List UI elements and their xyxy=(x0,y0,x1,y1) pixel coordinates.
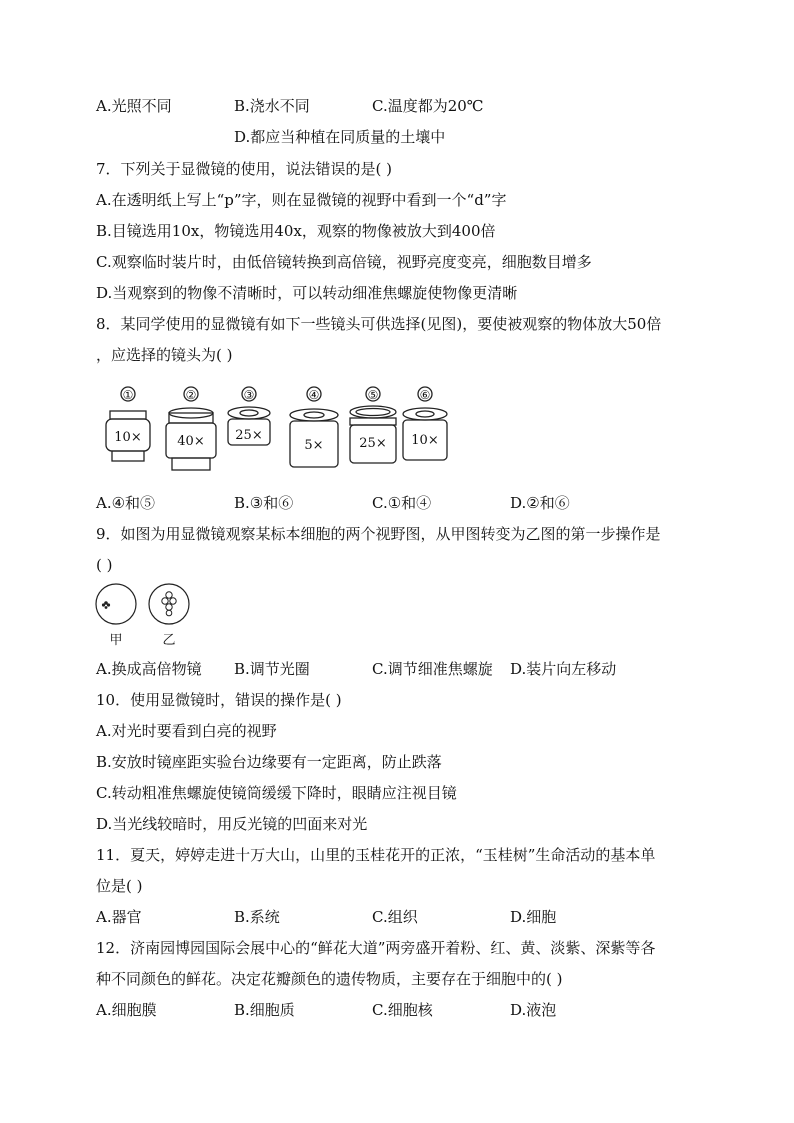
lens-5-number: ⑤ xyxy=(367,388,379,402)
q6-option-a: A.光照不同 xyxy=(96,97,172,115)
q12-option-b: B.细胞质 xyxy=(234,1001,295,1019)
q9-stem-line2: ( ) xyxy=(96,556,113,574)
q7-option-c: C.观察临时装片时，由低倍镜转换到高倍镜，视野亮度变亮，细胞数目增多 xyxy=(96,253,592,271)
q10-option-a: A.对光时要看到白亮的视野 xyxy=(96,722,277,740)
q7-option-a: A.在透明纸上写上“p”字，则在显微镜的视野中看到一个“d”字 xyxy=(96,191,507,209)
lens-3-mag: 25× xyxy=(235,428,263,443)
label-yi: 乙 xyxy=(162,633,176,648)
q10-option-c: C.转动粗准焦螺旋使镜筒缓缓下降时，眼睛应注视目镜 xyxy=(96,784,457,802)
q11-option-a: A.器官 xyxy=(96,908,142,926)
q11-option-d: D.细胞 xyxy=(510,908,557,926)
lens-3-number: ③ xyxy=(243,388,255,402)
field-jia xyxy=(96,584,136,624)
q6-option-b: B.浇水不同 xyxy=(234,97,310,115)
q9-option-a: A.换成高倍物镜 xyxy=(96,660,202,678)
q9-option-d: D.装片向左移动 xyxy=(510,660,617,678)
lens-6-number: ⑥ xyxy=(419,388,431,402)
q6-option-c: C.温度都为20℃ xyxy=(372,97,484,115)
q7-option-d: D.当观察到的物像不清晰时，可以转动细准焦螺旋使物像更清晰 xyxy=(96,284,518,302)
q12-stem-line1: 12．济南园博园国际会展中心的“鲜花大道”两旁盛开着粉、红、黄、淡紫、深紫等各 xyxy=(96,939,656,957)
q7-stem: 7．下列关于显微镜的使用，说法错误的是( ) xyxy=(96,160,393,178)
lens-4-mag: 5× xyxy=(304,438,324,453)
q12-stem-line2: 种不同颜色的鲜花。决定花瓣颜色的遗传物质，主要存在于细胞中的( ) xyxy=(96,970,563,988)
lens-1-mag: 10× xyxy=(114,430,142,445)
q12-option-c: C.细胞核 xyxy=(372,1001,433,1019)
lens-figure xyxy=(100,383,470,483)
q8-option-a: A.④和⑤ xyxy=(96,494,156,512)
q12-option-d: D.液泡 xyxy=(510,1001,557,1019)
q9-option-c: C.调节细准焦螺旋 xyxy=(372,660,493,678)
q11-stem-line2: 位是( ) xyxy=(96,877,143,895)
q11-stem-line1: 11．夏天，婷婷走进十万大山，山里的玉桂花开的正浓，“玉桂树”生命活动的基本单 xyxy=(96,846,656,864)
q10-option-b: B.安放时镜座距实验台边缘要有一定距离，防止跌落 xyxy=(96,753,442,771)
q9-stem-line1: 9．如图为用显微镜观察某标本细胞的两个视野图，从甲图转变为乙图的第一步操作是 xyxy=(96,525,661,543)
q8-stem-line1: 8．某同学使用的显微镜有如下一些镜头可供选择(见图)，要使被观察的物体放大50倍 xyxy=(96,315,662,333)
q12-option-a: A.细胞膜 xyxy=(96,1001,157,1019)
lens-2-mag: 40× xyxy=(177,434,205,449)
microscope-field-figure xyxy=(94,582,198,652)
q8-stem-line2: ，应选择的镜头为( ) xyxy=(96,346,233,364)
lens-4-number: ④ xyxy=(308,388,320,402)
cell-large xyxy=(162,592,176,616)
q10-stem: 10．使用显微镜时，错误的操作是( ) xyxy=(96,691,342,709)
lens-5-mag: 25× xyxy=(359,436,387,451)
cell-small xyxy=(102,601,110,609)
q6-option-d: D.都应当种植在同质量的土壤中 xyxy=(234,128,446,146)
q8-option-d: D.②和⑥ xyxy=(510,494,570,512)
lens-1-number: ① xyxy=(122,388,134,402)
q8-option-c: C.①和④ xyxy=(372,494,432,512)
lens-6-mag: 10× xyxy=(411,433,439,448)
q10-option-d: D.当光线较暗时，用反光镜的凹面来对光 xyxy=(96,815,368,833)
q7-option-b: B.目镜选用10x，物镜选用40x，观察的物像被放大到400倍 xyxy=(96,222,496,240)
q9-option-b: B.调节光圈 xyxy=(234,660,310,678)
q11-option-c: C.组织 xyxy=(372,908,418,926)
q11-option-b: B.系统 xyxy=(234,908,280,926)
lens-2-number: ② xyxy=(185,388,197,402)
q8-option-b: B.③和⑥ xyxy=(234,494,294,512)
label-jia: 甲 xyxy=(109,633,123,648)
